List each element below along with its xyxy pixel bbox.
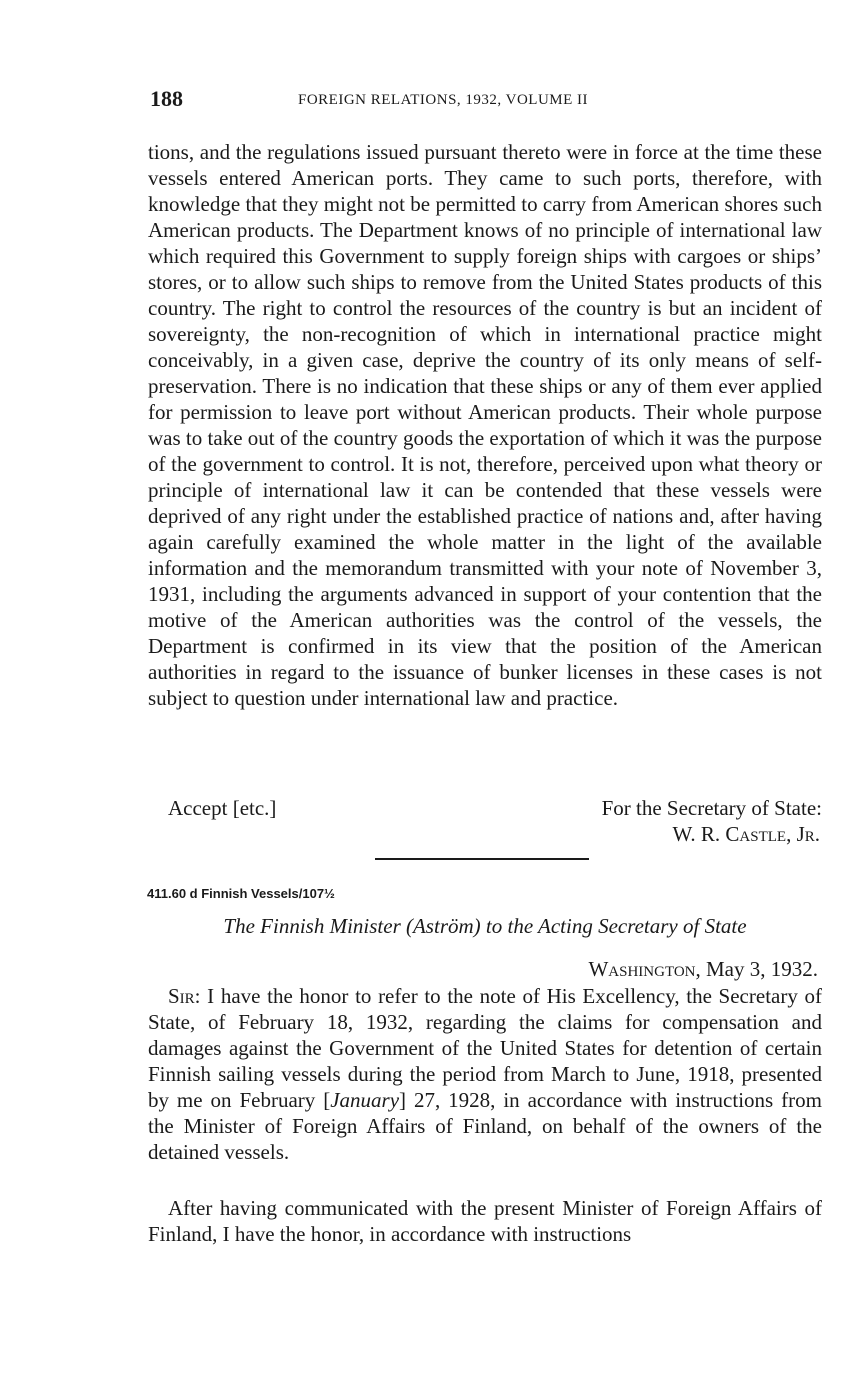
page-number: 188 <box>150 86 183 111</box>
salutation: Sir: <box>168 984 201 1008</box>
closing-row <box>148 795 822 821</box>
letter-paragraph-1-part-a: I have the honor to refer to the note of His Excellency, the Secretary of State, of February 18, 1932, regarding the claims for compensation and damages against the Government of the United States for detention of certain Finnish sailing vessels during the period from March to June, 1918, presented by me on February [ <box>148 984 822 1112</box>
dateline-date: May 3, 1932. <box>706 957 818 981</box>
signatory: W. R. Castle, Jr. <box>672 822 820 846</box>
letter-paragraph-1-part-b: ] 27, 1928, in accordance with instructions from the Minister of Foreign Affairs of Finland, on behalf of the owners of the detained vessels. <box>148 1088 822 1164</box>
body-paragraph-continued: tions, and the regulations issued pursuant thereto were in force at the time these vessels entered American ports. They came to such ports, therefore, with knowledge that they might not be permitted to carry from American shores such American products. The Department knows of no principle of international law which required this Government to supply foreign ships with cargoes or ships’ stores, or to allow such ships to remove from the United States products of this country. The right to control the resources of the country is but an incident of sovereignty, the non-recognition of which in international practice might conceivably, in a given case, deprive the country of its only means of self-preservation. There is no indication that these ships or any of them ever applied for permission to leave port without American products. Their whole purpose was to take out of the country goods the exportation of which it was the purpose of the government to control. It is not, therefore, perceived upon what theory or principle of international law it can be contended that these vessels were deprived of any right under the established practice of nations and, after having again carefully examined the whole matter in the light of the available information and the memorandum transmitted with your note of November 3, 1931, including the arguments advanced in support of your contention that the motive of the American authorities was the control of the vessels, the Department is confirmed in its view that the position of the American authorities in regard to the issuance of bunker licenses in these cases is not subject to question under international law and practice. <box>148 140 822 710</box>
signature-line: For the Secretary of State: <box>601 796 822 820</box>
page-header <box>150 86 820 116</box>
letter-title: The Finnish Minister (Aström) to the Acting Secretary of State <box>223 914 747 938</box>
file-reference: 411.60 d Finnish Vessels/107½ <box>147 886 335 901</box>
section-divider <box>375 858 589 860</box>
dateline-place: Washington, <box>588 957 701 981</box>
running-head: FOREIGN RELATIONS, 1932, VOLUME II <box>298 92 589 108</box>
letter-paragraph-2-text: After having communicated with the present Minister of Foreign Affairs of Finland, I have the honor, in accordance with instructions <box>148 1196 822 1246</box>
letter-paragraph-1 <box>148 983 822 1165</box>
dateline <box>588 956 818 982</box>
closing-accept: Accept [etc.] <box>168 796 277 820</box>
letter-paragraph-2 <box>148 1195 822 1247</box>
letter-paragraph-1-italic: January <box>330 1088 400 1112</box>
